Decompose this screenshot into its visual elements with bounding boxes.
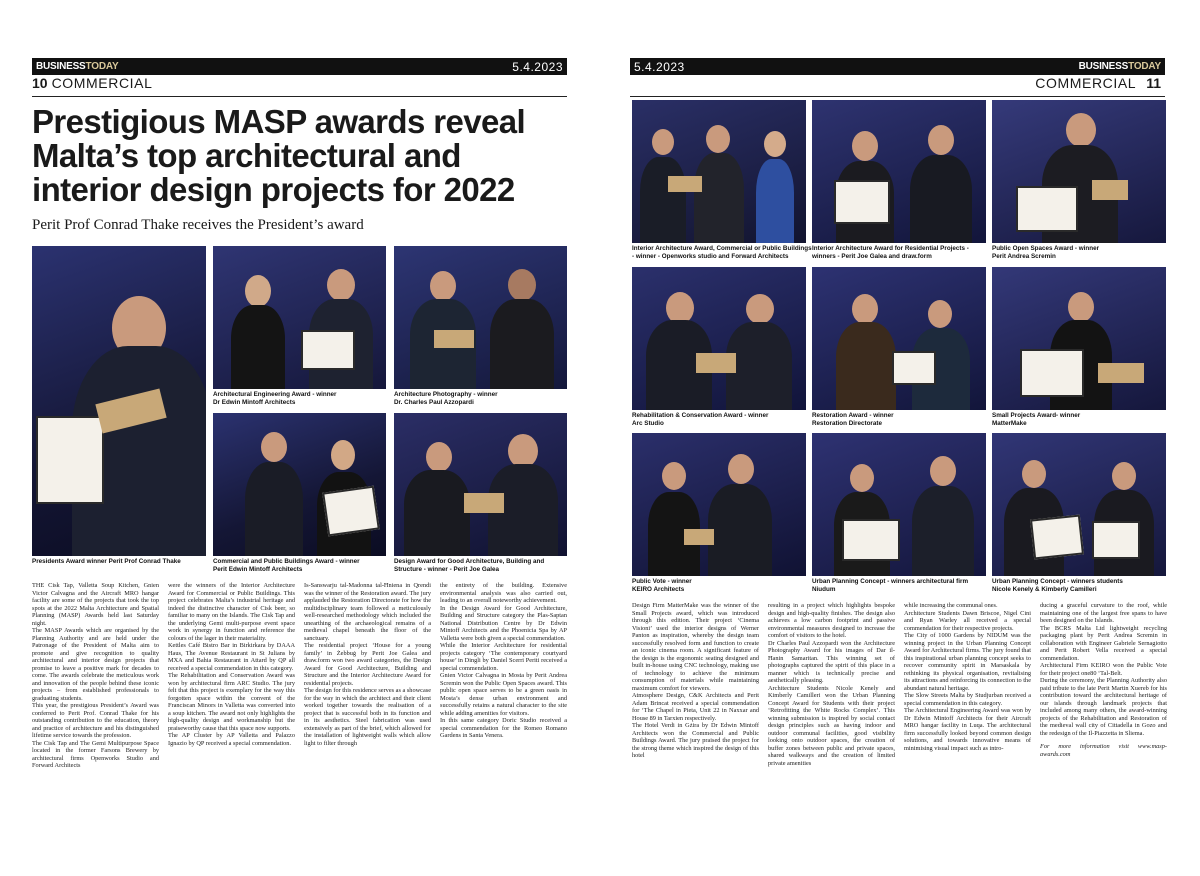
paragraph: Dr Charles Paul Azzopardi won the Architecture Photography Award for his images of Dar il-Ħanin Samaritan. This winning set of photographs captured the spirit of this place in a manner which is technically precise and aesthetically pleasing. [768,639,895,684]
right-article-body [632,602,1167,767]
caption-rehabilitation: Rehabilitation & Conservation Award - winner Arc Studio [632,412,769,427]
caption-commercial-public: Commercial and Public Buildings Award - winner Perit Edwin Mintoff Architects [213,558,360,573]
paragraph: Kettles Café Bistro Bar in Birkirkara by DAAA Haus, The Avenue Restaurant in St Julians by MXA and Bahia Restaurant in Attard by QP all received a special commendation in this category. [168,642,295,672]
photo-interior-commercial [632,100,806,243]
subheadline: Perit Prof Conrad Thake receives the President’s award [32,217,364,233]
photo-design-award [394,413,567,556]
right-section-line [630,75,1165,97]
right-col-3 [904,602,1031,767]
paragraph: The AP Cluster by AP Valletta and Palazzo Ignazio by QP received a special commendation. [168,732,295,747]
headline: Prestigious MASP awards reveal Malta’s top architectural and interior design projects for 2022 [32,103,526,208]
paragraph: Architectural Firm KEIRO won the Public Vote for their project one80 ‘Tal-Belt. [1040,662,1167,677]
page-number: 11 [1146,75,1161,91]
paragraph: Architecture Students Dawn Briscoe, Nigel Cini and Ryan Warley all received a special commendation for their respective projects. [904,609,1031,632]
paragraph: the entirety of the building. Extensive environmental analysis was also carried out, leading to an overall noteworthy achievement. [440,582,567,604]
left-col-2 [168,582,295,770]
paragraph: THE Cisk Tap, Valletta Soup Kitchen, Gnien Victor Calvagna and the Aircraft MRO hangar facility are some of the projects that took the top spots at the 2022 Malta Architecture and Spatial Planning (MASP) Awards held last Saturday night. [32,582,159,627]
paragraph: Atmosphere Design, C&K Architects and Perit Adam Brincat received a special commendation for ‘The Chapel in Pieta, Unit 22 in Naxxar and House 89 in Tarxien respectively. [632,692,759,722]
paragraph: The Architectural Engineering Award was won by Dr Edwin Mintoff Architects for their Aircraft MRO hangar facility in Luqa. The architectural firm successfully looked beyond common design solutions, and towards innovative means of minimising visual impact such as intro- [904,707,1031,752]
brand-logo: BUSINESSTODAY [36,61,119,72]
paragraph: Architecture Students Nicole Kenely and Kimberly Camilleri won the Urban Planning Concept Award for Students with their project ‘Retrofitting the White Rocks Complex’. This winning submission is inspired by social contact design principles such as having indoor and outdoor communal facilities, good visibility looking onto outdoor spaces, the creation of buffer zones between public and private spaces, shared walkways and the creation of limited private amenities [768,684,895,767]
section-name: COMMERCIAL [1035,75,1137,91]
paragraph: The City of 1000 Gardens by NIDUM was the winning project in the Urban Planning Concept Award for Architectural firms. The jury found that this inspirational urban planning concept seeks to recover community spirit in Marsaskala by rethinking its physical organisation, revitalising its attractions and reinforcing its connection to the abundant natural heritage. [904,632,1031,692]
caption-design-award: Design Award for Good Architecture, Building and Structure - winner - Perit Joe Galea [394,558,545,573]
paragraph: The BCRS Malta Ltd lightweight recycling packaging plant by Perit Andrea Scremin in collaboration with Engineer Gabriele Sernagiotto and Perit Robert Vella received a special commendation. [1040,624,1167,662]
photo-arch-photography [394,246,567,389]
photo-small-projects [992,267,1166,410]
paragraph: while increasing the communal ones. [904,602,998,609]
left-col-3 [304,582,431,770]
paragraph: During the ceremony, the Planning Authority also paid tribute to the late Perit Martin Xuereb for his contribution toward the architectural heritage of our islands through landmark projects that included among many others, the award-winning projects of the Rehabilitation and Restoration of the medieval wall city of Cittadella in Gozo and the redesign of the Il-Piazzetta in Sliema. [1040,677,1167,737]
paragraph: The residential project ‘House for a young family’ in Żebbuġ by Perit Joe Galea and draw.form won two award categories, the Design Award for Good Architecture, Building and Structure and the Interior Architecture Award for residential projects. [304,642,431,687]
photo-urban-planning-firm [812,433,986,576]
paragraph: The Rehabilitation and Conservation Award was won by architectural firm ARC Studio. The jury felt that this project is exemplary for the way this forgotten space within the convent of the Franciscan Minors in Valletta was converted into a soup kitchen. The award not only highlights the high-quality design and workmanship but the praiseworthy cause that this space now supports. [168,672,295,732]
caption-presidents-award: Presidents Award winner Perit Prof Conrad Thake [32,558,181,565]
photo-public-open-spaces [992,100,1166,243]
brand-logo: BUSINESSTODAY [1078,61,1161,72]
photo-restoration [812,267,986,410]
paragraph: ducing a graceful curvature to the roof, while maintaining one of the largest free spans to have been designed on the Islands. [1040,602,1167,624]
caption-arch-engineering: Architectural Engineering Award - winner Dr Edwin Mintoff Architects [213,391,337,406]
photo-presidents-award [32,246,206,556]
paragraph: The Cisk Tap and The Gemi Multipurpose Space located in the former Farsons Brewery by architectural firms Openworks Studio and Forward Architects [32,739,159,769]
right-col-1 [632,602,759,767]
caption-interior-commercial: Interior Architecture Award, Commercial or Public Buildings - winner - Openworks studio and Forward Architects [632,245,812,260]
paragraph: Design Firm MatterMake was the winner of the Small Projects award, which was introduced through this edition. Their project ‘Cinema Visioni’ used the interior designs of Werner Panton as inspiration, whereby the design team successfully resolved form and function to create an iconic cinema room. A significant feature of the design is the ergonomic seating designed and built in-house using CNC technology, making use of technology to achieve the minimum consumption of materials while maintaining maximum comfort for viewers. [632,602,759,692]
photo-public-vote [632,433,806,576]
paragraph: In the Design Award for Good Architecture, Building and Structure category the Plas-Saptan National Distribution Centre by Dr Edwin Mintoff Architects and the Phoenicia Spa by AP Valletta were both given a special commendation. [440,604,567,642]
page-number: 10 [32,75,48,91]
caption-interior-residential: Interior Architecture Award for Residential Projects - winners - Perit Joe Galea and draw.form [812,245,969,260]
left-section-line [32,75,567,97]
issue-date: 5.4.2023 [634,59,685,74]
paragraph: The design for this residence serves as a showcase for the way in which the architect and their client worked together towards the realisation of a project that is successful both in its function and in its aesthetics. Steel fabrication was used extensively as part of the brief, which allowed for the installation of lightweight walls which allow light to filter through [304,687,431,747]
paragraph: resulting in a project which highlights bespoke design and high-quality finishes. The design also achieves a low carbon footprint and passive environmental measures designed to increase the comfort of visitors to the hotel. [768,602,895,639]
paragraph: The Slow Streets Malta by Studjurban received a special commendation in this category. [904,692,1031,707]
caption-urban-planning-firm: Urban Planning Concept - winners architectural firm Niudum [812,578,969,593]
issue-date: 5.4.2023 [512,59,563,74]
caption-small-projects: Small Projects Award- winner MatterMake [992,412,1081,427]
paragraph: were the winners of the Interior Architecture Award for Commercial or Public Buildings. This project celebrates Malta’s industrial heritage and indeed the distinctive character of Cisk beer, so familiar to many on the Islands. The Cisk Tap and the underlying Gemi multi-purpose event space work in synergy in function and reference the colours of the lager in their materiality. [168,582,295,642]
caption-public-vote: Public Vote - winner KEIRO Architects [632,578,692,593]
right-col-4 [1040,602,1167,767]
paragraph: Gnien Victor Calvagna in Mosta by Perit Andrea Scremin won the Public Open Spaces award. This public open space serves to be a green oasis in Mosta’s dense urban environment and successfully retains a natural character to the site while adding amenities for visitors. [440,672,567,717]
more-info-link[interactable]: For more information visit www.masp-awards.com [1040,743,1167,758]
caption-public-open-spaces: Public Open Spaces Award - winner Perit Andrea Scremin [992,245,1100,260]
left-header-bar [32,58,567,75]
photo-rehabilitation [632,267,806,410]
left-col-1 [32,582,159,770]
paragraph: Is-Sanswarju tal-Madonna tal-Ħniena in Qrendi was the winner of the Restoration award. The jury applauded the Restoration Directorate for how the multidisciplinary team followed a meticulously well-researched methodology which included the unearthing of the archaeological remains of a medieval chapel beneath the floor of the sanctuary. [304,582,431,642]
left-article-body [32,582,567,770]
photo-interior-residential [812,100,986,243]
paragraph: This year, the prestigious President’s Award was conferred to Perit Prof. Conrad Thake for his outstanding contribution to the education, theory and practice of architecture and his distinguished lifetime service towards the profession. [32,702,159,739]
right-header-bar [630,58,1165,75]
photo-urban-planning-students [992,433,1166,576]
section-name: COMMERCIAL [51,75,153,91]
paragraph: While the Interior Architecture for residential projects category ‘The contemporary courtyard house’ in Dingli by Daniel Scerri Periti received a special commendation. [440,642,567,672]
paragraph: The Hotel Verdi in Gżira by Dr Edwin Mintoff Architects won the Commercial and Public Buildings Award. The jury praised the project for the strong theme which inspired the design of this hotel [632,722,759,759]
photo-commercial-public [213,413,386,556]
paragraph: The MASP Awards which are organised by the Planning Authority and are held under the Patronage of the President of Malta aim to promote and give recognition to quality architectural and interior design projects that promise to leave a positive mark for decades to come. The awards celebrate the meticulous work and innovation of the people behind these iconic projects – from established professionals to graduating students. [32,627,159,702]
caption-arch-photography: Architecture Photography - winner Dr. Charles Paul Azzopardi [394,391,498,406]
right-col-2 [768,602,895,767]
photo-arch-engineering [213,246,386,389]
caption-restoration: Restoration Award - winner Restoration Directorate [812,412,894,427]
paragraph: In this same category Doric Studio received a special commendation for the Romeo Romano Gardens in Santa Venera. [440,717,567,739]
caption-urban-planning-students: Urban Planning Concept - winners students Nicole Kenely & Kimberly Camilleri [992,578,1123,593]
left-col-4 [440,582,567,770]
